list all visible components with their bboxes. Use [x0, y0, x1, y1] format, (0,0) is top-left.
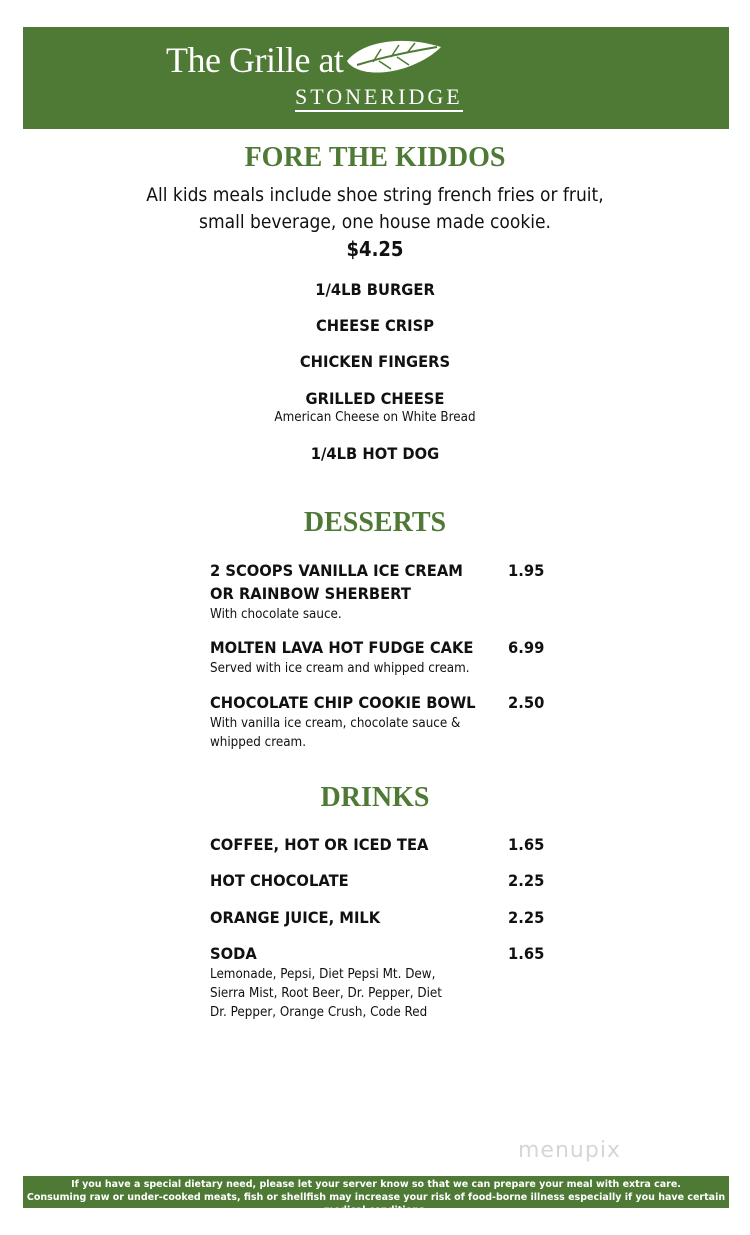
dessert-item-name: 2 SCOOPS VANILLA ICE CREAM OR RAINBOW SHERBERT	[210, 561, 463, 603]
drink-item	[210, 906, 545, 929]
dessert-item-price: 2.50	[508, 693, 545, 712]
drink-item-name: SODA	[210, 944, 257, 963]
drink-item	[210, 942, 545, 1022]
drink-item-name: HOT CHOCOLATE	[210, 871, 349, 890]
drink-item-description: Lemonade, Pepsi, Diet Pepsi Mt. Dew, Sierra Mist, Root Beer, Dr. Pepper, Diet Dr. Pepper, Orange Crush, Code Red	[210, 967, 442, 1020]
desserts-section-title: DESSERTS	[303, 507, 447, 538]
dessert-item-name: MOLTEN LAVA HOT FUDGE CAKE	[210, 638, 474, 657]
brand-subtitle: STONERIDGE	[295, 85, 463, 112]
drink-item-name: COFFEE, HOT OR ICED TEA	[210, 835, 429, 854]
header-banner	[23, 27, 729, 129]
dessert-item	[210, 636, 545, 678]
kids-item: 1/4LB HOT DOG	[310, 444, 440, 463]
drink-item-price: 2.25	[508, 908, 545, 927]
kids-item-description: American Cheese on White Bread	[274, 410, 476, 425]
brand-name: The Grille at	[166, 40, 344, 80]
drink-item-price: 1.65	[508, 835, 545, 854]
dessert-item-description: Served with ice cream and whipped cream.	[210, 661, 470, 676]
dessert-item-price: 6.99	[508, 638, 545, 657]
dessert-item	[210, 559, 545, 624]
drink-item	[210, 869, 545, 892]
kids-section-title: FORE THE KIDDOS	[244, 142, 506, 173]
drink-item-price: 2.25	[508, 871, 545, 890]
watermark-logo: menupix	[518, 1138, 621, 1163]
footer-line: Consuming raw or under-cooked meats, fish or shellfish may increase your risk of food-borne illness especially if you have certain medical conditions.	[26, 1192, 726, 1216]
dessert-item-price: 1.95	[508, 561, 545, 580]
kids-item: 1/4LB BURGER	[315, 280, 435, 299]
drink-item-name: ORANGE JUICE, MILK	[210, 908, 381, 927]
drink-item	[210, 833, 545, 856]
kids-intro-line: small beverage, one house made cookie.	[199, 211, 551, 233]
drink-item-price: 1.65	[508, 944, 545, 963]
kids-item: GRILLED CHEESE	[305, 389, 445, 408]
leaf-icon	[343, 35, 443, 79]
footer-line: If you have a special dietary need, please let your server know so that we can prepare your meal with extra care.	[71, 1179, 681, 1190]
dessert-item	[210, 691, 545, 752]
kids-price: $4.25	[346, 237, 404, 261]
drinks-section-title: DRINKS	[320, 782, 430, 813]
kids-item: CHEESE CRISP	[315, 316, 435, 335]
dessert-item-description: With vanilla ice cream, chocolate sauce & whipped cream.	[210, 716, 461, 750]
dessert-item-description: With chocolate sauce.	[210, 607, 342, 622]
footer-notice	[23, 1176, 729, 1216]
kids-intro-line: All kids meals include shoe string french fries or fruit,	[146, 184, 604, 206]
kids-item: CHICKEN FINGERS	[299, 352, 451, 371]
kids-intro	[38, 182, 713, 263]
dessert-item-name: CHOCOLATE CHIP COOKIE BOWL	[210, 693, 476, 712]
